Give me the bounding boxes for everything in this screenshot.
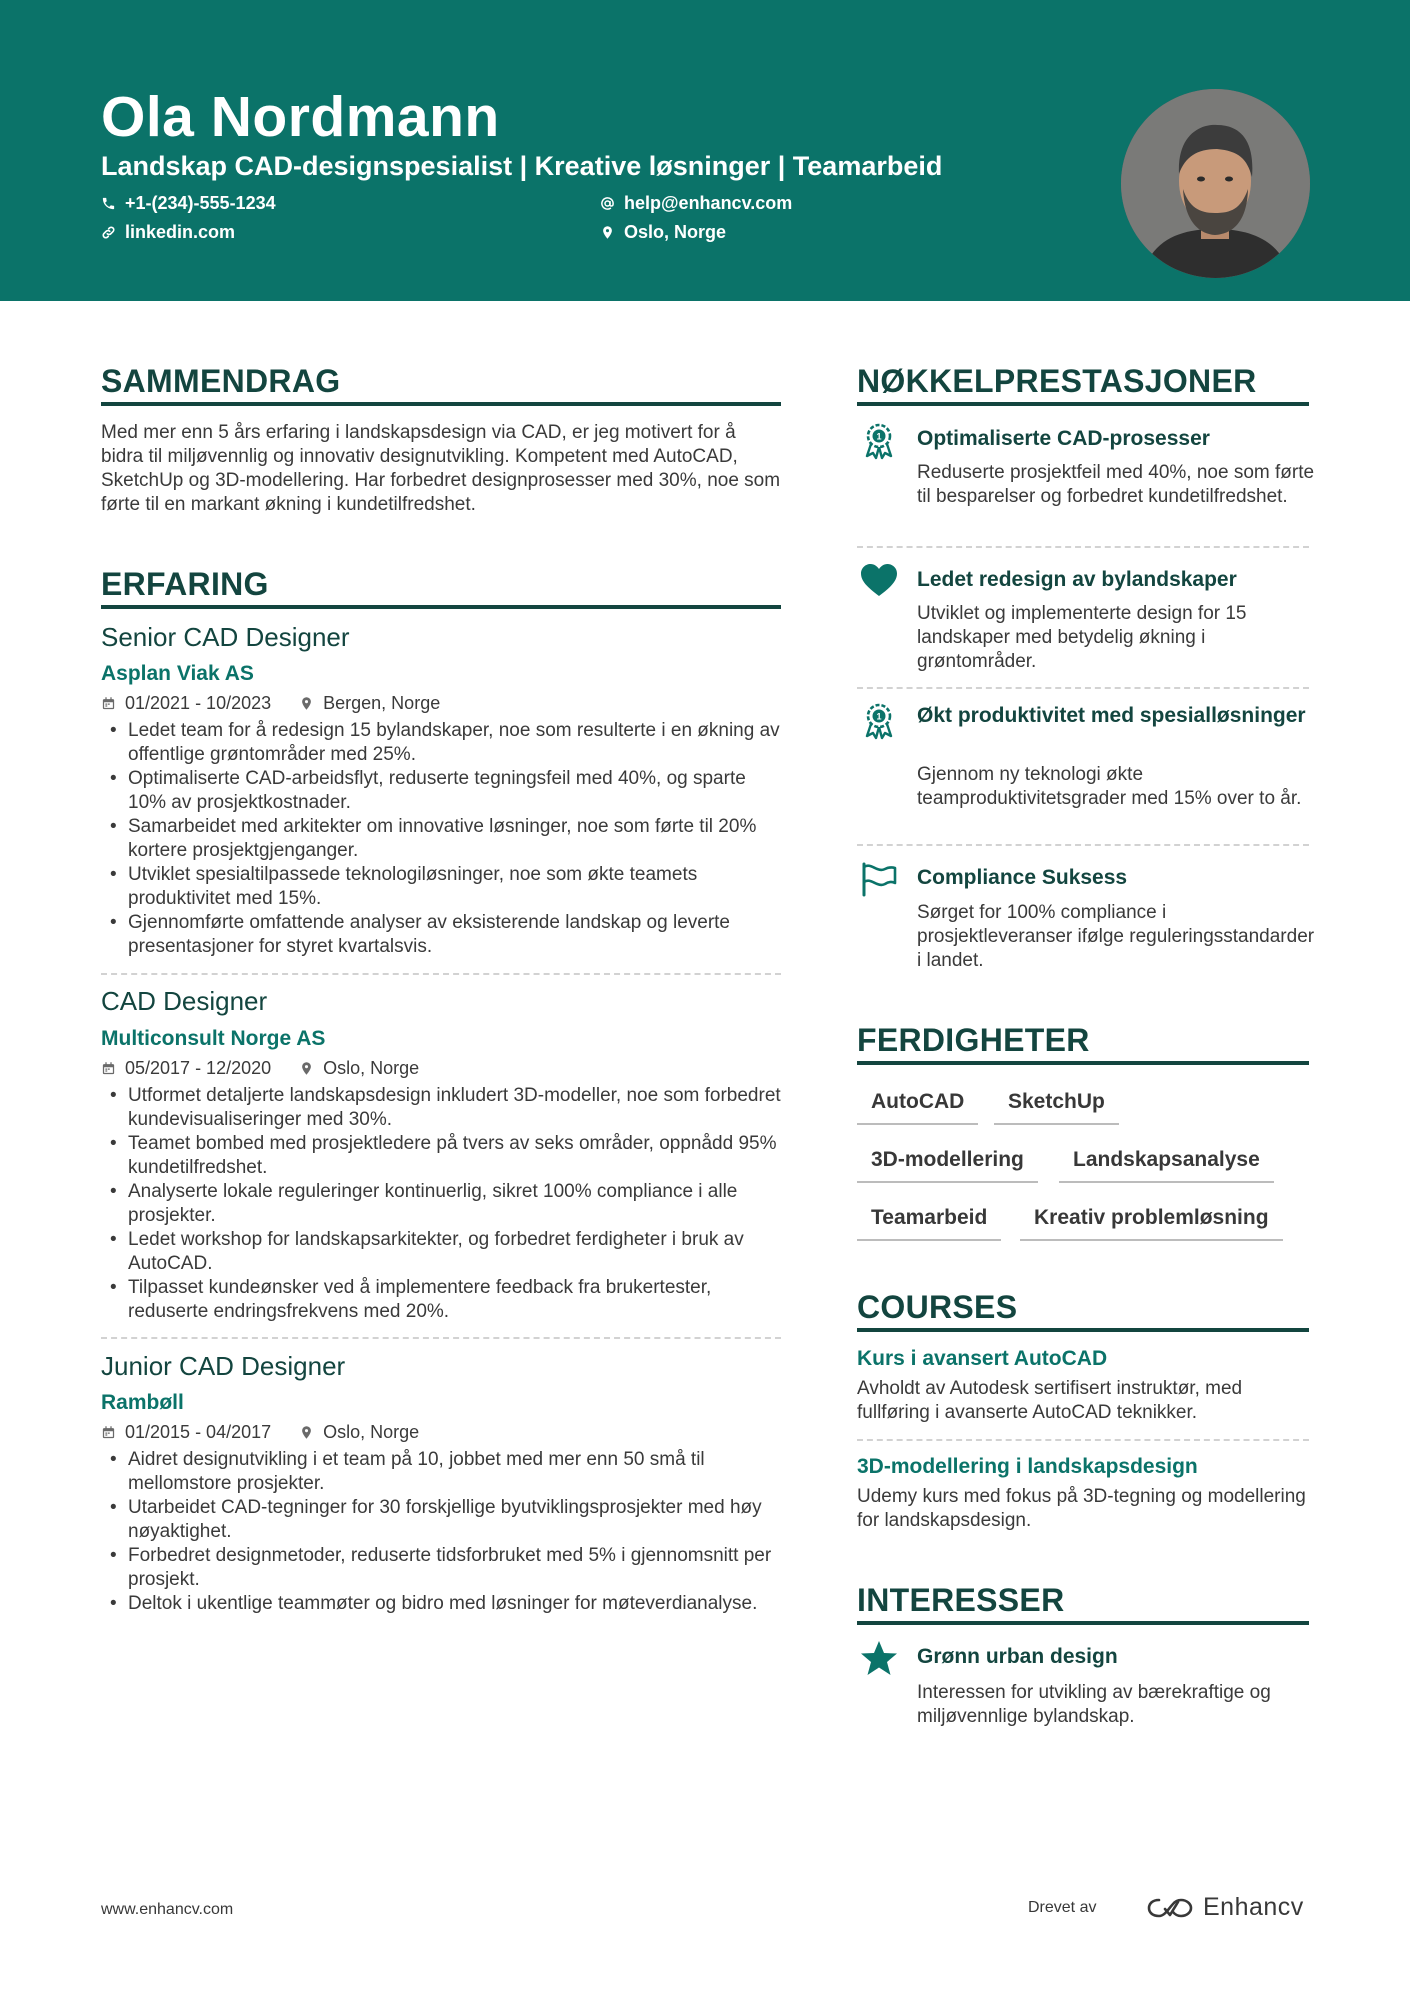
course-title: 3D-modellering i landskapsdesign <box>857 1455 1198 1478</box>
experience-divider <box>101 605 781 609</box>
list-item: • Forbedret designmetoder, reduserte tidsforbruket med 5% i gjennomsnitt per prosjekt. <box>101 1544 781 1592</box>
location-pin-icon <box>600 225 615 240</box>
candidate-tagline: Landskap CAD-designspesialist | Kreative løsninger | Teamarbeid <box>101 151 943 181</box>
calendar-icon <box>101 1425 116 1440</box>
job-separator <box>101 973 781 975</box>
job-bullets <box>101 719 781 959</box>
achievement-title: Økt produktivitet med spesialløsninger <box>917 704 1306 727</box>
job-location: Bergen, Norge <box>323 693 441 713</box>
achievement-title: Compliance Suksess <box>917 866 1128 889</box>
footer-powered-by: Drevet av <box>1028 1899 1097 1916</box>
location-text: Oslo, Norge <box>624 222 727 242</box>
job-title: CAD Designer <box>101 986 268 1016</box>
enhancv-logo-icon <box>1147 1896 1193 1920</box>
job-meta <box>101 693 440 714</box>
calendar-icon <box>101 1061 116 1076</box>
company-name: Multiconsult Norge AS <box>101 1027 326 1050</box>
job-title: Senior CAD Designer <box>101 622 350 652</box>
award-icon <box>859 420 899 460</box>
list-item: • Utarbeidet CAD-tegninger for 30 forskjellige byutviklingsprosjekter med høy nøyaktighet. <box>101 1496 781 1544</box>
summary-divider <box>101 402 781 406</box>
list-item: • Gjennomførte omfattende analyser av eksisterende landskap og leverte presentasjoner for styret kvartalsvis. <box>101 911 781 959</box>
contact-email[interactable] <box>600 193 792 214</box>
flag-icon <box>859 859 899 899</box>
list-item: • Ledet team for å redesign 15 bylandskaper, noe som resulterte i en økning av offentlige grøntområder med 25%. <box>101 719 781 767</box>
list-item: • Tilpasset kundeønsker ved å implementere feedback fra brukertester, reduserte endringsfrekvens med 20%. <box>101 1276 781 1324</box>
course-separator <box>857 1439 1309 1441</box>
profile-photo <box>1121 89 1310 278</box>
skill-tag: AutoCAD <box>857 1090 978 1125</box>
candidate-name: Ola Nordmann <box>101 85 500 149</box>
company-name: Asplan Viak AS <box>101 662 254 685</box>
achievement-title: Optimaliserte CAD-prosesser <box>917 427 1210 450</box>
summary-text: Med mer enn 5 års erfaring i landskapsdesign via CAD, er jeg motivert for å bidra til miljøvennlig og innovativ designutvikling. Kompetent med AutoCAD, SketchUp og 3D-modellering. Har forbedret designprosesser med 30%, noe som førte til en markant økning i kundetilfredshet. <box>101 422 781 515</box>
job-meta <box>101 1058 419 1079</box>
job-title: Junior CAD Designer <box>101 1351 346 1381</box>
job-dates: 01/2021 - 10/2023 <box>125 693 272 713</box>
job-location: Oslo, Norge <box>323 1058 420 1078</box>
list-item: • Utformet detaljerte landskapsdesign inkludert 3D-modeller, noe som forbedret kundevisualiseringer med 30%. <box>101 1084 781 1132</box>
summary-heading: SAMMENDRAG <box>101 363 341 399</box>
interests-heading: INTERESSER <box>857 1582 1065 1618</box>
location-pin-icon <box>299 1061 314 1076</box>
phone-text: +1-(234)-555-1234 <box>125 193 276 213</box>
skill-tag: SketchUp <box>994 1090 1119 1125</box>
experience-heading: ERFARING <box>101 566 269 602</box>
course-title: Kurs i avansert AutoCAD <box>857 1347 1108 1370</box>
list-item: • Optimaliserte CAD-arbeidsflyt, reduserte tegningsfeil med 40%, og sparte 10% av prosjektkostnader. <box>101 767 781 815</box>
courses-heading: COURSES <box>857 1289 1018 1325</box>
job-bullets <box>101 1084 781 1324</box>
course-desc: Avholdt av Autodesk sertifisert instruktør, med fullføring i avanserte AutoCAD teknikker. <box>857 1378 1243 1423</box>
courses-divider <box>857 1328 1309 1332</box>
heart-icon <box>859 561 899 601</box>
course-desc: Udemy kurs med fokus på 3D-tegning og modellering for landskapsdesign. <box>857 1486 1306 1531</box>
skill-tag: 3D-modellering <box>857 1148 1038 1183</box>
award-icon <box>859 700 899 740</box>
email-text: help@enhancv.com <box>624 193 793 213</box>
achievements-heading: NØKKELPRESTASJONER <box>857 363 1257 399</box>
at-icon <box>600 196 615 211</box>
achievement-title: Ledet redesign av bylandskaper <box>917 568 1237 591</box>
skills-heading: FERDIGHETER <box>857 1022 1090 1058</box>
company-name: Rambøll <box>101 1391 184 1414</box>
achievement-separator <box>857 687 1309 689</box>
list-item: • Teamet bombed med prosjektledere på tvers av seks områder, oppnådd 95% kundetilfredshet. <box>101 1132 781 1180</box>
interest-desc: Interessen for utvikling av bærekraftige og miljøvennlige bylandskap. <box>917 1682 1271 1727</box>
list-item: • Samarbeidet med arkitekter om innovative løsninger, noe som førte til 20% kortere prosjektgjenganger. <box>101 815 781 863</box>
skill-tag: Landskapsanalyse <box>1059 1148 1274 1183</box>
contact-location <box>600 222 726 243</box>
list-item: • Deltok i ukentlige teammøter og bidro med løsninger for møteverdianalyse. <box>101 1592 781 1616</box>
footer-website[interactable]: www.enhancv.com <box>101 1901 234 1918</box>
job-dates: 05/2017 - 12/2020 <box>125 1058 272 1078</box>
footer-brand[interactable] <box>1147 1893 1304 1922</box>
list-item: • Aidret designutvikling i et team på 10, jobbet med mer enn 50 små til mellomstore prosjekter. <box>101 1448 781 1496</box>
location-pin-icon <box>299 1425 314 1440</box>
job-dates: 01/2015 - 04/2017 <box>125 1422 272 1442</box>
skills-divider <box>857 1061 1309 1065</box>
list-item: • Analyserte lokale reguleringer kontinuerlig, sikret 100% compliance i alle prosjekter. <box>101 1180 781 1228</box>
achievement-separator <box>857 844 1309 846</box>
location-pin-icon <box>299 696 314 711</box>
header-banner <box>0 0 1410 301</box>
job-separator <box>101 1337 781 1339</box>
brand-name: Enhancv <box>1203 1893 1304 1921</box>
job-bullets <box>101 1448 781 1616</box>
job-location: Oslo, Norge <box>323 1422 420 1442</box>
interests-divider <box>857 1621 1309 1625</box>
svg-text:1: 1 <box>876 711 882 722</box>
svg-text:1: 1 <box>876 431 882 442</box>
achievements-divider <box>857 402 1309 406</box>
achievement-separator <box>857 546 1309 548</box>
skill-tag: Teamarbeid <box>857 1206 1001 1241</box>
interest-title: Grønn urban design <box>917 1645 1118 1668</box>
calendar-icon <box>101 696 116 711</box>
achievement-desc: Gjennom ny teknologi økte teamproduktivitetsgrader med 15% over to år. <box>917 764 1302 809</box>
achievement-desc: Sørget for 100% compliance i prosjektleveranser ifølge reguleringsstandarder i landet. <box>917 902 1315 971</box>
contact-linkedin[interactable] <box>101 222 235 243</box>
achievement-desc: Reduserte prosjektfeil med 40%, noe som førte til besparelser og forbedret kundetilfredshet. <box>917 462 1315 507</box>
contact-phone[interactable] <box>101 193 276 214</box>
star-icon <box>859 1638 899 1678</box>
list-item: • Ledet workshop for landskapsarkitekter, og forbedret ferdigheter i bruk av AutoCAD. <box>101 1228 781 1276</box>
linkedin-text: linkedin.com <box>125 222 236 242</box>
phone-icon <box>101 196 116 211</box>
job-meta <box>101 1422 419 1443</box>
skill-tag: Kreativ problemløsning <box>1020 1206 1283 1241</box>
link-icon <box>101 225 116 240</box>
achievement-desc: Utviklet og implementerte design for 15 landskaper med betydelig økning i grøntområder. <box>917 603 1247 672</box>
list-item: • Utviklet spesialtilpassede teknologiløsninger, noe som økte teamets produktivitet med 15%. <box>101 863 781 911</box>
